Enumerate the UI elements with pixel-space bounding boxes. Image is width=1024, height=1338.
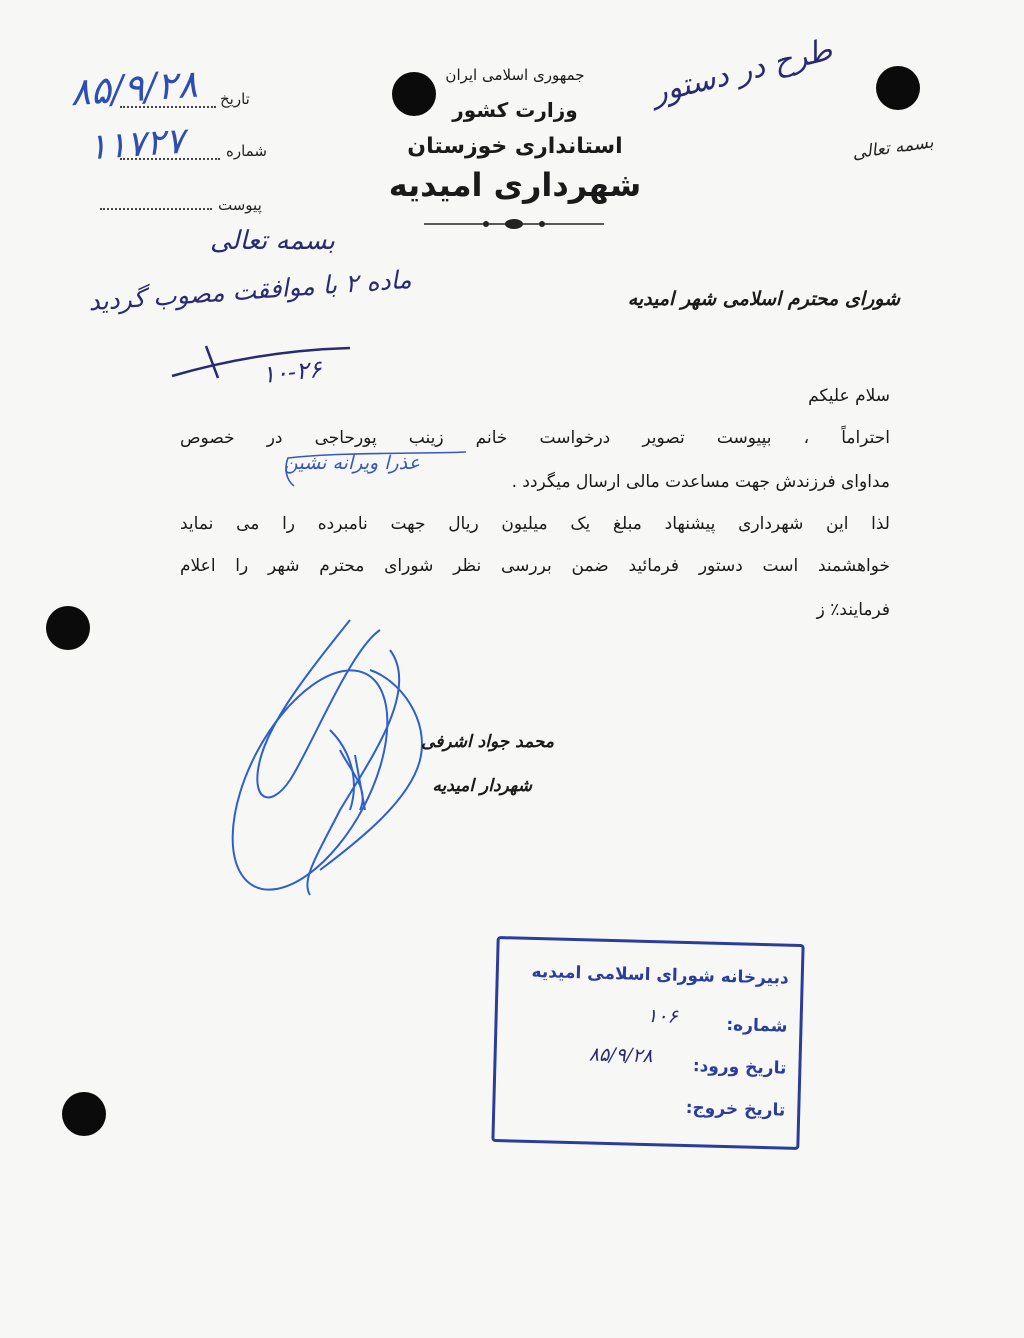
- attachment-label: پیوست: [218, 196, 262, 214]
- handwritten-agenda-note: طرح در دستور: [648, 32, 836, 111]
- number-value: ۱۱۷۲۷: [86, 120, 186, 169]
- header-municipality: شهرداری امیدیه: [388, 166, 642, 204]
- signatory-name: محمد جواد اشرفی: [421, 732, 554, 752]
- stamp-title: دبیرخانه شورای اسلامی امیدیه: [531, 961, 789, 989]
- stamp-number-value: ۱۰۶: [646, 1004, 678, 1028]
- date-label: تاریخ: [220, 90, 250, 108]
- invocation-calligraphy: بسمه تعالی: [851, 132, 935, 164]
- letter-greeting: سلام علیکم: [808, 386, 890, 406]
- signature-scribble: [200, 610, 450, 910]
- stamp-number-label: شماره:: [726, 1015, 788, 1037]
- date-value: ۸۵/۹/۲۸: [68, 61, 200, 115]
- letter-line-1: احتراماً ، بپیوست تصویر درخواست خانم زینب پورحاجی در خصوص: [180, 428, 890, 448]
- interlinear-handwritten-note: عذرا ویرانه نشین: [284, 452, 420, 474]
- stamp-exit-date-label: تاریخ خروج:: [685, 1098, 786, 1121]
- attachment-dotted-line: [100, 208, 212, 210]
- punch-hole-middle-left: [46, 606, 90, 650]
- number-label: شماره: [226, 142, 267, 160]
- letter-line-3: لذا این شهرداری پیشنهاد مبلغ یک میلیون ریال جهت نامبرده را می نماید: [180, 514, 890, 534]
- council-note-line2: ماده ۲ با موافقت مصوب گردید: [87, 264, 413, 317]
- punch-hole-bottom-left: [62, 1092, 106, 1136]
- council-secretariat-stamp: [491, 936, 804, 1150]
- council-note-line3: ۱۰-۲۶: [260, 354, 323, 390]
- stamp-entry-date-label: تاریخ ورود:: [692, 1056, 787, 1079]
- interlinear-note-bracket: [280, 446, 470, 492]
- header-republic: جمهوری اسلامی ایران: [445, 66, 585, 84]
- signatory-title: شهردار امیدیه: [432, 776, 532, 796]
- letter-line-5: فرمایند٪ ز: [816, 600, 890, 620]
- header-ornament-divider: [424, 216, 604, 232]
- stamp-entry-date-value: ۸۵/۹/۲۸: [588, 1043, 653, 1068]
- letter-recipient: شورای محترم اسلامی شهر امیدیه: [627, 288, 900, 310]
- letter-line-4: خواهشمند است دستور فرمائید ضمن بررسی نظر شورای محترم شهر را اعلام: [180, 556, 890, 576]
- punch-hole-top-right: [876, 66, 920, 110]
- letter-line-2: مداوای فرزندش جهت مساعدت مالی ارسال میگردد .: [511, 472, 890, 492]
- header-ministry: وزارت کشور: [452, 98, 578, 122]
- council-note-line1: بسمه تعالی: [210, 226, 335, 256]
- header-province: استانداری خوزستان: [407, 134, 623, 159]
